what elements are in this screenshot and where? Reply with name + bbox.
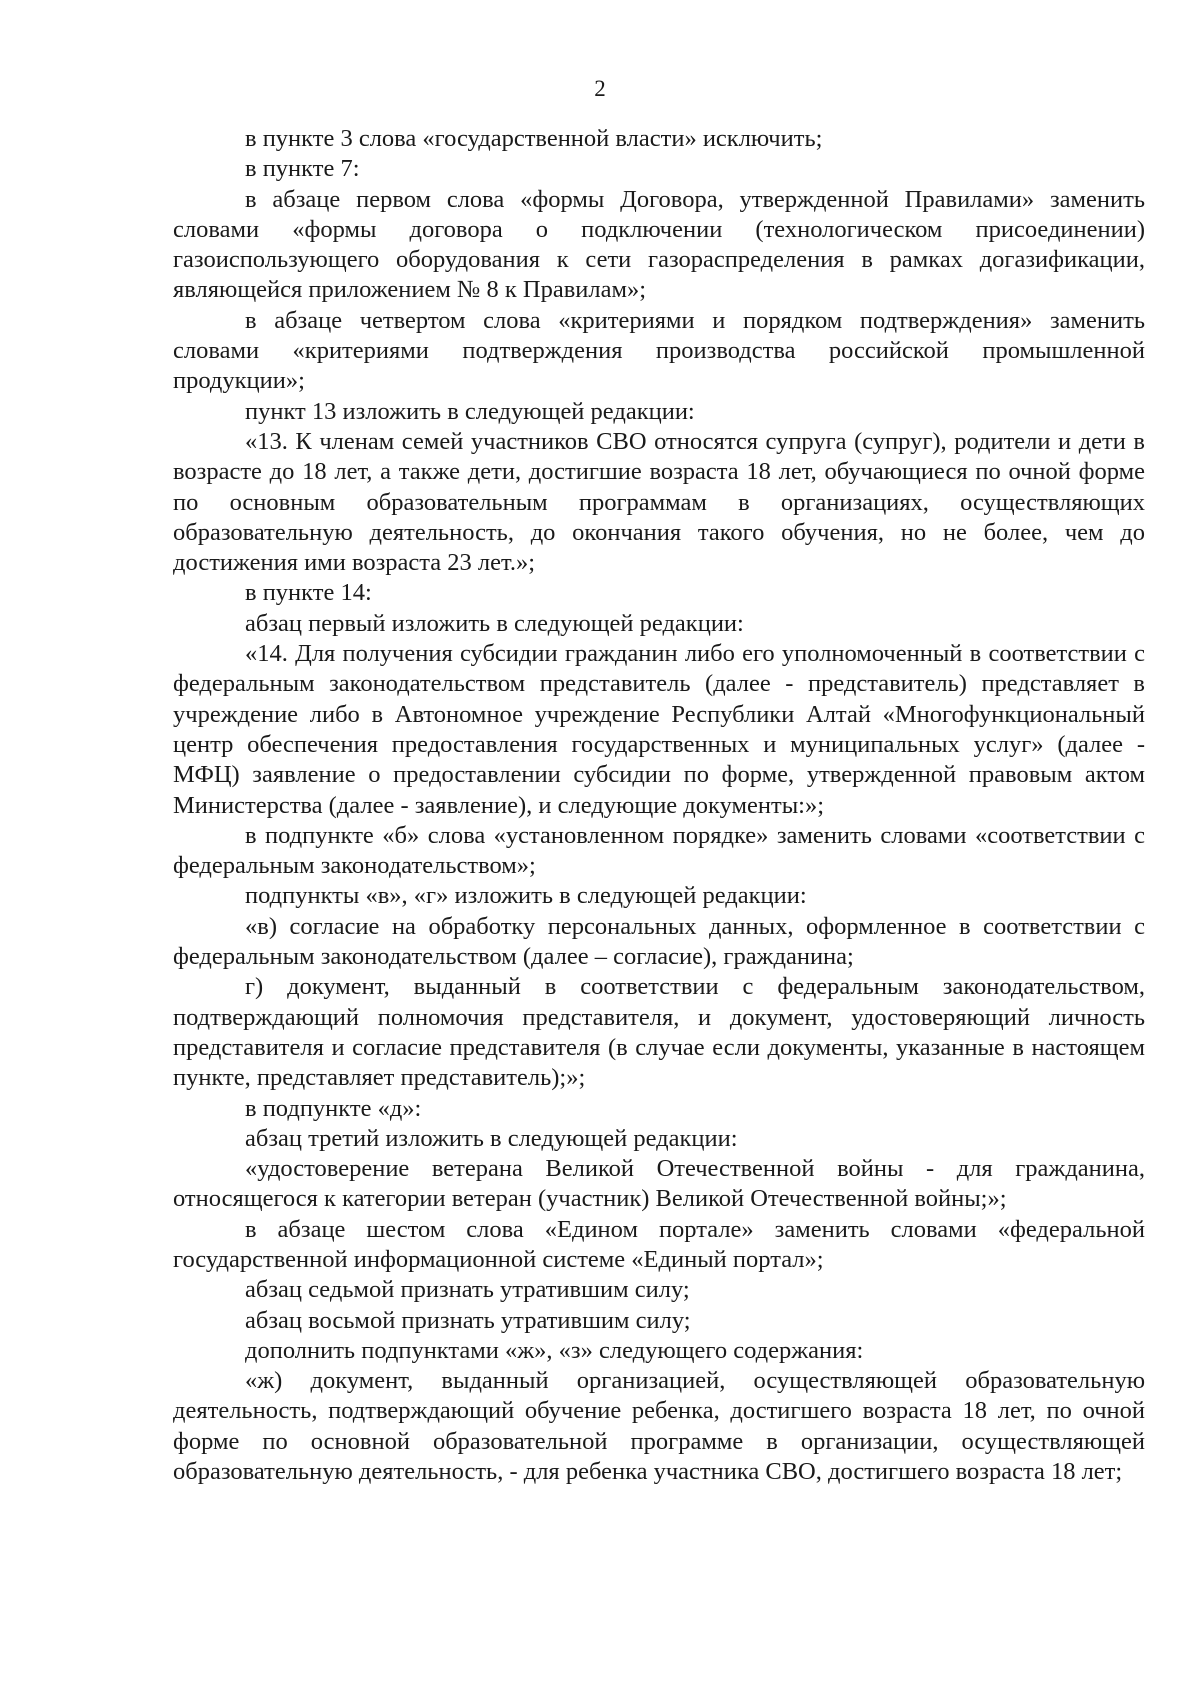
paragraph: «удостоверение ветерана Великой Отечественной войны - для гражданина, относящегося к категории ветеран (участник) Великой Отечественной войны;»;: [173, 1155, 1145, 1213]
paragraph: г) документ, выданный в соответствии с федеральным законодательством, подтверждающий полномочия представителя, и документ, удостоверяющий личность представителя и согласие представителя (в случае если документы, указанные в настоящем пункте, представляет представитель);»;: [173, 973, 1145, 1092]
paragraph: дополнить подпунктами «ж», «з» следующего содержания:: [245, 1336, 864, 1364]
paragraph: «в) согласие на обработку персональных данных, оформленное в соответствии с федеральным законодательством (далее – согласие), гражданина;: [173, 912, 1145, 971]
paragraph: в пункте 3 слова «государственной власти» исключить;: [245, 125, 823, 152]
paragraph: в абзаце шестом слова «Едином портале» заменить словами «федеральной государственной информационной системе «Единый портал»;: [173, 1215, 1145, 1273]
paragraph: «13. К членам семей участников СВО относятся супруга (супруг), родители и дети в возрасте до 18 лет, а также дети, достигшие возраста 18 лет, обучающиеся по очной форме по основным образовательным программам в организациях, осуществляющих образовательную деятельность, до окончания такого обучения, но не более, чем до достижения ими возраста 23 лет.»;: [173, 427, 1145, 577]
paragraph: абзац третий изложить в следующей редакции:: [245, 1124, 738, 1152]
paragraph: «ж) документ, выданный организацией, осуществляющей образовательную деятельность, подтверждающий обучение ребенка, достигшего возраста 18 лет, по очной форме по основной образовательной программе в организации, осуществляющей образовательную деятельность, - для ребенка участника СВО, достигшего возраста 18 лет;: [173, 1367, 1145, 1486]
paragraph: абзац первый изложить в следующей редакции:: [245, 609, 744, 637]
paragraph: абзац седьмой признать утратившим силу;: [245, 1276, 690, 1304]
page-number: 2: [594, 76, 606, 101]
paragraph: в подпункте «д»:: [245, 1094, 422, 1122]
paragraph: в абзаце четвертом слова «критериями и порядком подтверждения» заменить словами «критериями подтверждения производства российской промышленной продукции»;: [173, 306, 1145, 395]
paragraph: в пункте 14:: [245, 579, 372, 607]
paragraph: в абзаце первом слова «формы Договора, утвержденной Правилами» заменить словами «формы договора о подключении (технологическом присоединении) газоиспользующего оборудования к сети газораспределения в рамках догазификации, являющейся приложением № 8 к Правилам»;: [173, 185, 1145, 304]
document-body: [173, 124, 1145, 1487]
paragraph: в подпункте «б» слова «установленном порядке» заменить словами «соответствии с федеральным законодательством»;: [173, 821, 1145, 880]
paragraph: пункт 13 изложить в следующей редакции:: [245, 397, 695, 425]
paragraph: в пункте 7:: [245, 155, 360, 183]
paragraph: «14. Для получения субсидии гражданин либо его уполномоченный в соответствии с федеральным законодательством представитель (далее - представитель) представляет в учреждение либо в Автономное учреждение Республики Алтай «Многофункциональный центр обеспечения предоставления государственных и муниципальных услуг» (далее - МФЦ) заявление о предоставлении субсидии по форме, утвержденной правовым актом Министерства (далее - заявление), и следующие документы:»;: [173, 640, 1145, 819]
paragraph: подпункты «в», «г» изложить в следующей редакции:: [245, 882, 807, 910]
paragraph: абзац восьмой признать утратившим силу;: [245, 1306, 691, 1334]
